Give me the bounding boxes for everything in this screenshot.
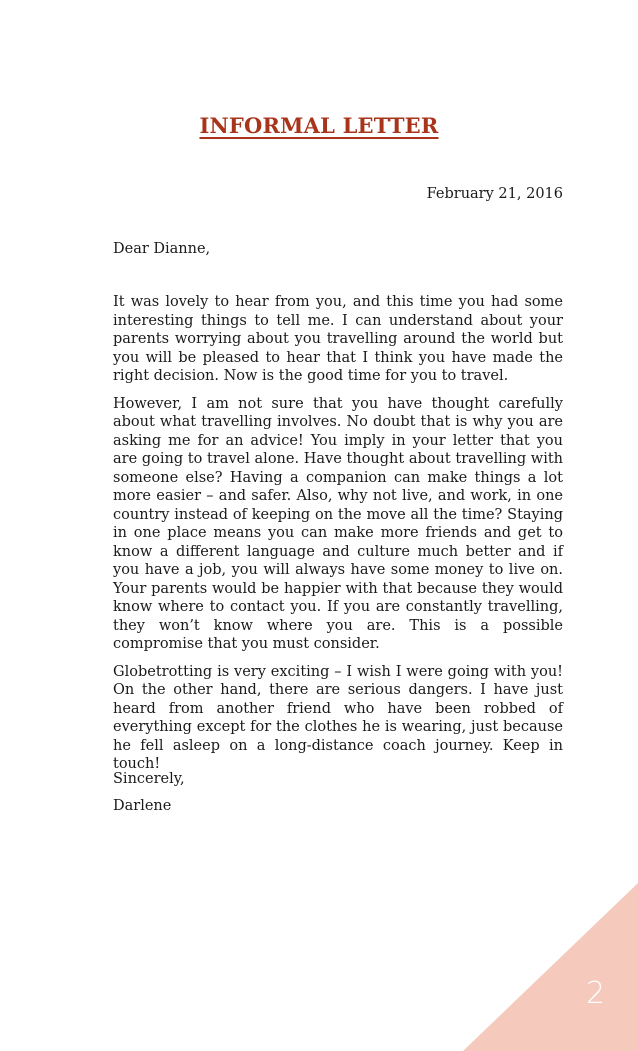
paragraph: However, I am not sure that you have thought carefully about what travelling involves. No doubt that is why you are asking me for an advice! You imply in your letter that you are going to travel alone. Have thought about travelling with someone else? Having a companion can make things a lot more easier – and safer. Also, why not live, and work, in one country instead of keeping on the move all the time? Staying in one place means you can make more friends and get to know a different language and culture much better and if you have a job, you will always have some money to live on. Your parents would be happier with that because they would know where to contact you. If you are constantly travelling, they won’t know where you are. This is a possible compromise that you must consider. bbox=[113, 395, 563, 652]
salutation: Dear Dianne, bbox=[113, 241, 211, 257]
corner-triangle-decoration bbox=[463, 883, 638, 1051]
paragraph: It was lovely to hear from you, and this time you had some interesting things to tell me. I can understand about your parents worrying about you travelling around the world but you will be pleased to hear that I think you have made the right decision. Now is the good time for you to travel. bbox=[113, 294, 563, 384]
page-number: 2 bbox=[586, 976, 606, 1011]
letter-body bbox=[113, 293, 563, 783]
paragraph: Globetrotting is very exciting – I wish I were going with you! On the other hand, there are serious dangers. I have just heard from another friend who have been robbed of everything except for the clothes he is wearing, just because he fell asleep on a long-distance coach journey. Keep in touch! bbox=[113, 663, 563, 772]
letter-title: INFORMAL LETTER bbox=[199, 113, 439, 138]
signature: Darlene bbox=[113, 798, 172, 814]
letter-date: February 21, 2016 bbox=[426, 186, 563, 202]
closing: Sincerely, bbox=[113, 771, 185, 787]
